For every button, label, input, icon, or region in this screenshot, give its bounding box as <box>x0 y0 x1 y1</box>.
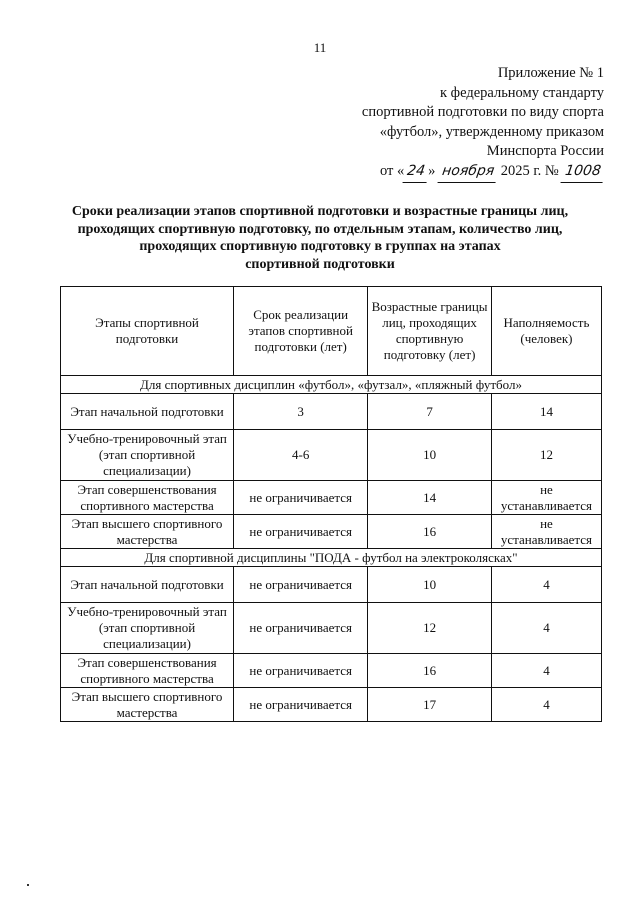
age-cell: 10 <box>368 567 492 603</box>
header-duration: Срок реализации этапов спортивной подготовки (лет) <box>234 287 368 376</box>
header-group-size: Наполняемость (человек) <box>491 287 601 376</box>
duration-cell: 3 <box>234 394 368 430</box>
group-size-cell: 4 <box>491 654 601 688</box>
stage-cell: Учебно-тренировочный этап (этап спортивной специализации) <box>61 430 234 481</box>
duration-cell: не ограничивается <box>234 688 368 722</box>
group-size-cell: 14 <box>491 394 601 430</box>
title-line: проходящих спортивную подготовку, по отдельным этапам, количество лиц, <box>77 221 563 237</box>
table-row <box>61 515 602 549</box>
age-cell: 12 <box>368 603 492 654</box>
group-size-cell: не устанавливается <box>491 515 601 549</box>
table-row <box>61 430 602 481</box>
group-size-cell: 4 <box>491 603 601 654</box>
appendix-line: спортивной подготовки по виду спорта <box>361 104 604 120</box>
training-stages-table <box>60 286 602 722</box>
stage-cell: Учебно-тренировочный этап (этап спортивной специализации) <box>61 603 234 654</box>
duration-cell: не ограничивается <box>234 654 368 688</box>
document-title <box>30 203 610 273</box>
header-age-limits: Возрастные границы лиц, проходящих спортивную подготовку (лет) <box>368 287 492 376</box>
table-row <box>61 688 602 722</box>
appendix-line: Минспорта России <box>486 143 604 159</box>
table-row <box>61 603 602 654</box>
duration-cell: 4-6 <box>234 430 368 481</box>
group-size-cell: 4 <box>491 567 601 603</box>
age-cell: 7 <box>368 394 492 430</box>
stage-cell: Этап высшего спортивного мастерства <box>61 688 234 722</box>
title-line: Сроки реализации этапов спортивной подготовки и возрастные границы лиц, <box>71 204 569 219</box>
duration-cell: не ограничивается <box>234 567 368 603</box>
scan-speck <box>27 884 29 886</box>
approval-year: 2025 г. № <box>500 162 559 179</box>
stage-cell: Этап совершенствования спортивного мастерства <box>61 654 234 688</box>
approval-line <box>304 162 604 183</box>
duration-cell: не ограничивается <box>234 603 368 654</box>
approval-month: ноября <box>438 162 499 183</box>
section-title: Для спортивной дисциплины "ПОДА - футбол на электроколясках" <box>61 549 602 567</box>
approval-quote: » <box>428 162 436 179</box>
section-row <box>61 549 602 567</box>
table-row <box>61 481 602 515</box>
age-cell: 10 <box>368 430 492 481</box>
table-row <box>61 567 602 603</box>
group-size-cell: 4 <box>491 688 601 722</box>
duration-cell: не ограничивается <box>234 515 368 549</box>
age-cell: 17 <box>368 688 492 722</box>
appendix-line: «футбол», утвержденному приказом <box>379 123 604 140</box>
approval-prefix: от « <box>380 162 405 179</box>
appendix-title: Приложение № 1 <box>497 65 604 81</box>
header-stages: Этапы спортивной подготовки <box>61 287 234 376</box>
age-cell: 14 <box>368 481 492 515</box>
table-row <box>61 394 602 430</box>
age-cell: 16 <box>368 515 492 549</box>
table-row <box>61 654 602 688</box>
appendix-header <box>304 64 604 182</box>
page-number: 11 <box>313 40 327 55</box>
group-size-cell: не устанавливается <box>491 481 601 515</box>
duration-cell: не ограничивается <box>234 481 368 515</box>
stage-cell: Этап высшего спортивного мастерства <box>61 515 234 549</box>
group-size-cell: 12 <box>491 430 601 481</box>
age-cell: 16 <box>368 654 492 688</box>
section-row <box>61 376 602 394</box>
approval-day: 24 <box>403 162 430 183</box>
stage-cell: Этап начальной подготовки <box>61 567 234 603</box>
table-header-row <box>61 287 602 376</box>
appendix-line: к федеральному стандарту <box>440 84 604 101</box>
stage-cell: Этап совершенствования спортивного мастерства <box>61 481 234 515</box>
title-line: спортивной подготовки <box>245 256 395 272</box>
approval-number: 1008 <box>561 162 606 183</box>
title-line: проходящих спортивную подготовку в группах на этапах <box>139 239 501 254</box>
section-title: Для спортивных дисциплин «футбол», «футзал», «пляжный футбол» <box>61 376 602 394</box>
stage-cell: Этап начальной подготовки <box>61 394 234 430</box>
